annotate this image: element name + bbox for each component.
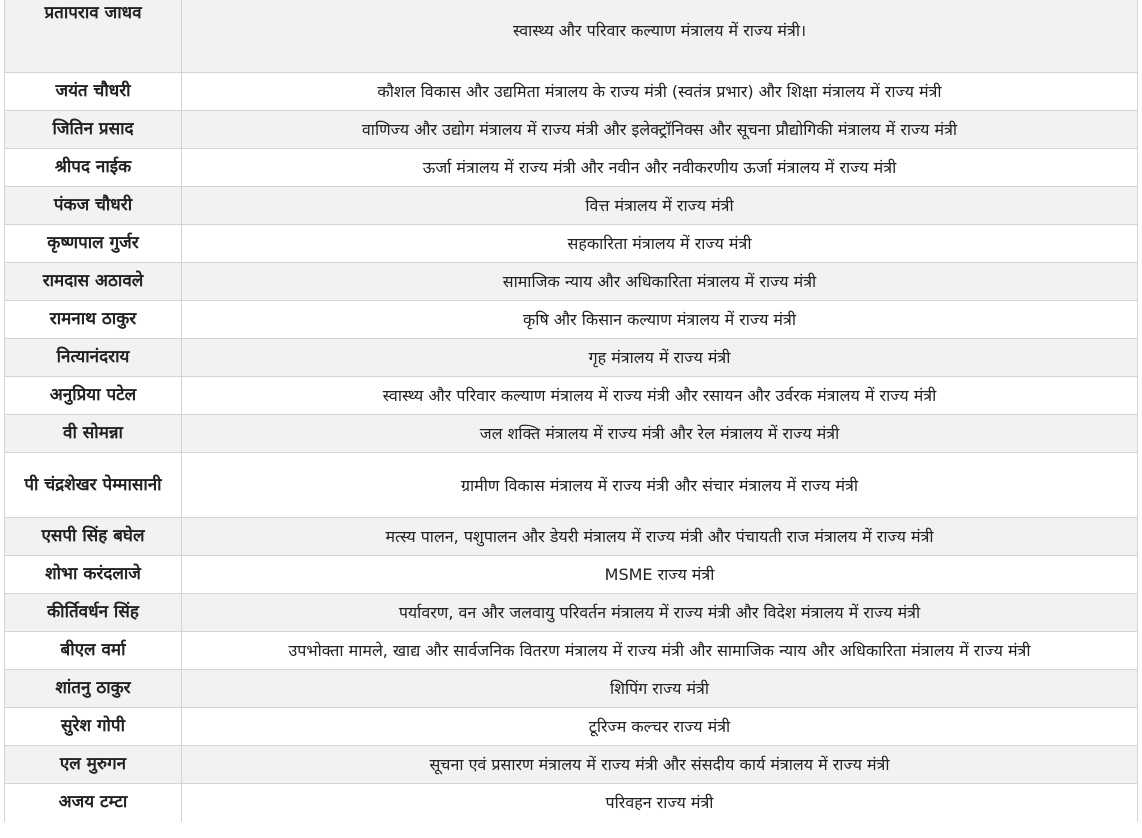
- minister-role: कृषि और किसान कल्याण मंत्रालय में राज्य मंत्री: [182, 301, 1138, 339]
- table-row: [5, 339, 1138, 377]
- table-row: [5, 594, 1138, 632]
- minister-name: एल मुरुगन: [5, 746, 182, 784]
- minister-role: वाणिज्य और उद्योग मंत्रालय में राज्य मंत्री और इलेक्ट्रॉनिक्स और सूचना प्रौद्योगिकी मंत्रालय में राज्य मंत्री: [182, 111, 1138, 149]
- minister-name: पी चंद्रशेखर पेम्मासानी: [5, 453, 182, 518]
- table-row: [5, 377, 1138, 415]
- table-row: [5, 746, 1138, 784]
- table-row: [5, 0, 1138, 73]
- minister-role: सहकारिता मंत्रालय में राज्य मंत्री: [182, 225, 1138, 263]
- table-row: [5, 784, 1138, 822]
- table-row: [5, 670, 1138, 708]
- minister-role: ऊर्जा मंत्रालय में राज्य मंत्री और नवीन और नवीकरणीय ऊर्जा मंत्रालय में राज्य मंत्री: [182, 149, 1138, 187]
- minister-role: सूचना एवं प्रसारण मंत्रालय में राज्य मंत्री और संसदीय कार्य मंत्रालय में राज्य मंत्री: [182, 746, 1138, 784]
- ministers-table-container: [4, 0, 1137, 822]
- minister-name: सुरेश गोपी: [5, 708, 182, 746]
- table-row: [5, 263, 1138, 301]
- minister-role: जल शक्ति मंत्रालय में राज्य मंत्री और रेल मंत्रालय में राज्य मंत्री: [182, 415, 1138, 453]
- table-row: [5, 518, 1138, 556]
- minister-role: स्वास्थ्य और परिवार कल्याण मंत्रालय में राज्य मंत्री।: [182, 0, 1138, 73]
- minister-role: उपभोक्ता मामले, खाद्य और सार्वजनिक वितरण मंत्रालय में राज्य मंत्री और सामाजिक न्याय और अधिकारिता मंत्रालय में राज्य मंत्री: [182, 632, 1138, 670]
- minister-name: जयंत चौधरी: [5, 73, 182, 111]
- table-row: [5, 149, 1138, 187]
- table-row: [5, 73, 1138, 111]
- minister-name: बीएल वर्मा: [5, 632, 182, 670]
- minister-role: स्वास्थ्य और परिवार कल्याण मंत्रालय में राज्य मंत्री और रसायन और उर्वरक मंत्रालय में राज्य मंत्री: [182, 377, 1138, 415]
- minister-role: मत्स्य पालन, पशुपालन और डेयरी मंत्रालय में राज्य मंत्री और पंचायती राज मंत्रालय में राज्य मंत्री: [182, 518, 1138, 556]
- minister-name: शांतनु ठाकुर: [5, 670, 182, 708]
- minister-role: परिवहन राज्य मंत्री: [182, 784, 1138, 822]
- table-row: [5, 111, 1138, 149]
- minister-name: शोभा करंदलाजे: [5, 556, 182, 594]
- table-row: [5, 453, 1138, 518]
- minister-role: टूरिज्म कल्चर राज्य मंत्री: [182, 708, 1138, 746]
- table-row: [5, 556, 1138, 594]
- minister-role: सामाजिक न्याय और अधिकारिता मंत्रालय में राज्य मंत्री: [182, 263, 1138, 301]
- minister-name: प्रतापराव जाधव: [5, 0, 182, 73]
- minister-role: वित्त मंत्रालय में राज्य मंत्री: [182, 187, 1138, 225]
- table-row: [5, 301, 1138, 339]
- minister-name: जितिन प्रसाद: [5, 111, 182, 149]
- minister-name: एसपी सिंह बघेल: [5, 518, 182, 556]
- minister-name: वी सोमन्ना: [5, 415, 182, 453]
- minister-role: शिपिंग राज्य मंत्री: [182, 670, 1138, 708]
- table-row: [5, 632, 1138, 670]
- table-row: [5, 187, 1138, 225]
- minister-name: रामदास अठावले: [5, 263, 182, 301]
- ministers-table: [4, 0, 1138, 822]
- minister-name: श्रीपद नाईक: [5, 149, 182, 187]
- minister-name: नित्यानंदराय: [5, 339, 182, 377]
- minister-name: कीर्तिवर्धन सिंह: [5, 594, 182, 632]
- minister-role: पर्यावरण, वन और जलवायु परिवर्तन मंत्रालय में राज्य मंत्री और विदेश मंत्रालय में राज्य मंत्री: [182, 594, 1138, 632]
- minister-name: रामनाथ ठाकुर: [5, 301, 182, 339]
- minister-name: अनुप्रिया पटेल: [5, 377, 182, 415]
- minister-role: ग्रामीण विकास मंत्रालय में राज्य मंत्री और संचार मंत्रालय में राज्य मंत्री: [182, 453, 1138, 518]
- minister-role: कौशल विकास और उद्यमिता मंत्रालय के राज्य मंत्री (स्वतंत्र प्रभार) और शिक्षा मंत्रालय में राज्य मंत्री: [182, 73, 1138, 111]
- minister-role: गृह मंत्रालय में राज्य मंत्री: [182, 339, 1138, 377]
- table-row: [5, 225, 1138, 263]
- minister-role: MSME राज्य मंत्री: [182, 556, 1138, 594]
- minister-name: पंकज चौधरी: [5, 187, 182, 225]
- table-row: [5, 708, 1138, 746]
- minister-name: कृष्णपाल गुर्जर: [5, 225, 182, 263]
- table-row: [5, 415, 1138, 453]
- minister-name: अजय टम्टा: [5, 784, 182, 822]
